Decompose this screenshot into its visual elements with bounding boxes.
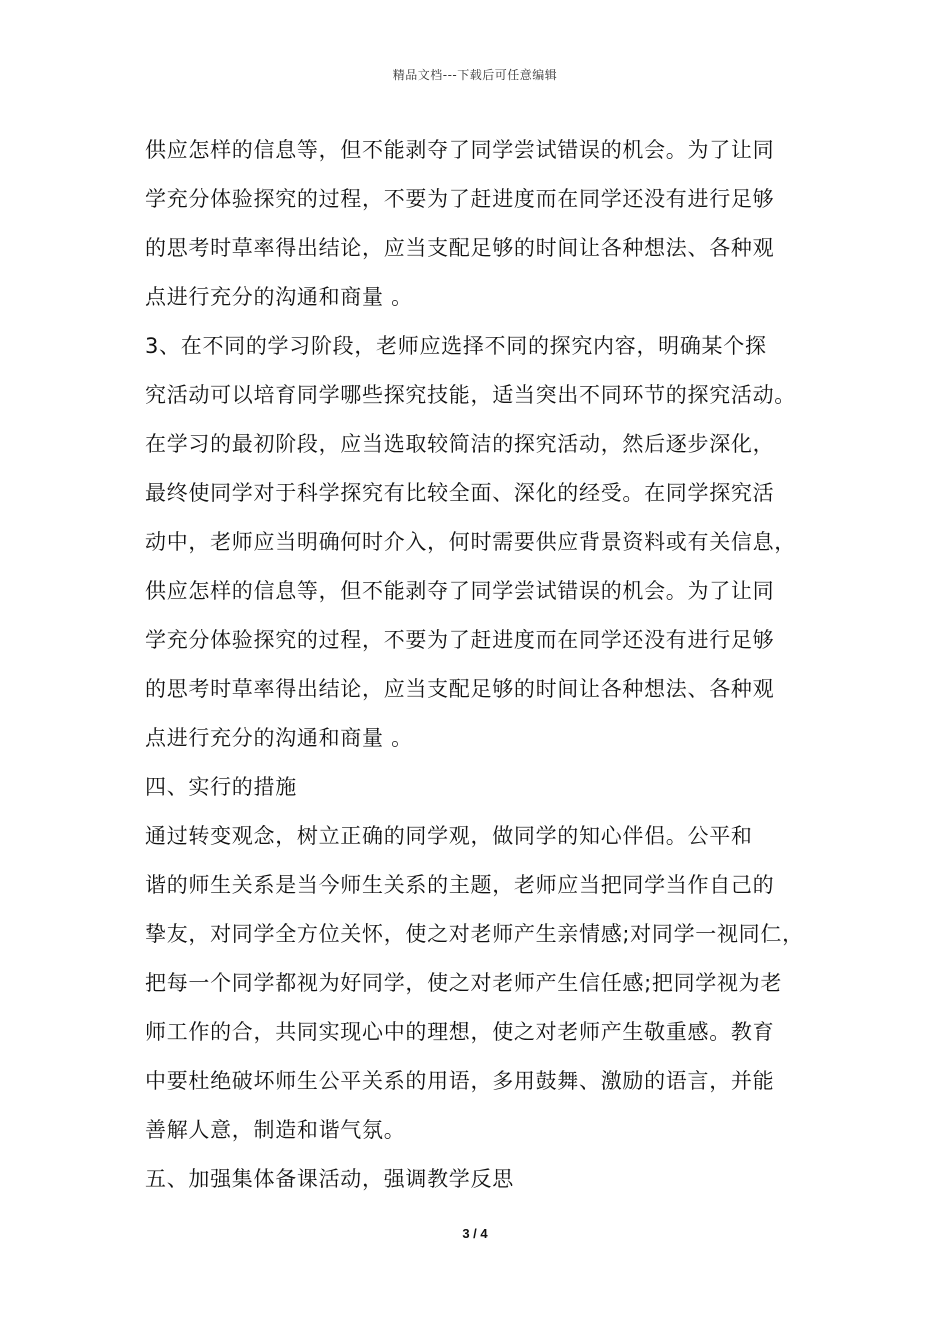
paragraph-line: 学充分体验探究的过程，不要为了赶进度而在同学还没有进行足够 [145, 187, 775, 211]
section-heading: 五、加强集体备课活动，强调教学反思 [145, 1167, 514, 1191]
paragraph-line: 挚友，对同学全方位关怀，使之对老师产生亲情感;对同学一视同仁， [145, 922, 804, 946]
paragraph-line: 善解人意，制造和谐气氛。 [145, 1118, 406, 1142]
paragraph-line: 点进行充分的沟通和商量 。 [145, 726, 413, 750]
paragraph-line: 的思考时草率得出结论，应当支配足够的时间让各种想法、各种观 [145, 236, 775, 260]
paragraph-line: 谐的师生关系是当今师生关系的主题，老师应当把同学当作自己的 [145, 873, 775, 897]
paragraph-line: 在学习的最初阶段，应当选取较简洁的探究活动，然后逐步深化， [145, 432, 775, 456]
section-heading: 四、实行的措施 [145, 775, 297, 799]
paragraph-line: 3、在不同的学习阶段，老师应选择不同的探究内容，明确某个探 [145, 334, 767, 358]
paragraph-line: 究活动可以培育同学哪些探究技能，适当突出不同环节的探究活动。 [145, 383, 796, 407]
paragraph-line: 师工作的合，共同实现心中的理想，使之对老师产生敬重感。教育 [145, 1020, 775, 1044]
paragraph-line: 供应怎样的信息等，但不能剥夺了同学尝试错误的机会。为了让同 [145, 138, 775, 162]
page-header: 精品文档---下载后可任意编辑 [392, 68, 558, 82]
paragraph-line: 把每一个同学都视为好同学，使之对老师产生信任感;把同学视为老 [145, 971, 783, 995]
paragraph-line: 中要杜绝破坏师生公平关系的用语，多用鼓舞、激励的语言，并能 [145, 1069, 775, 1093]
paragraph-line: 通过转变观念，树立正确的同学观，做同学的知心伴侣。公平和 [145, 824, 753, 848]
paragraph-line: 点进行充分的沟通和商量 。 [145, 285, 413, 309]
paragraph-line: 的思考时草率得出结论，应当支配足够的时间让各种想法、各种观 [145, 677, 775, 701]
paragraph-line: 学充分体验探究的过程，不要为了赶进度而在同学还没有进行足够 [145, 628, 775, 652]
paragraph-line: 动中，老师应当明确何时介入，何时需要供应背景资料或有关信息， [145, 530, 796, 554]
paragraph-line: 最终使同学对于科学探究有比较全面、深化的经受。在同学探究活 [145, 481, 775, 505]
document-body [145, 126, 825, 1204]
paragraph-line: 供应怎样的信息等，但不能剥夺了同学尝试错误的机会。为了让同 [145, 579, 775, 603]
page-number: 3 / 4 [462, 1226, 488, 1241]
